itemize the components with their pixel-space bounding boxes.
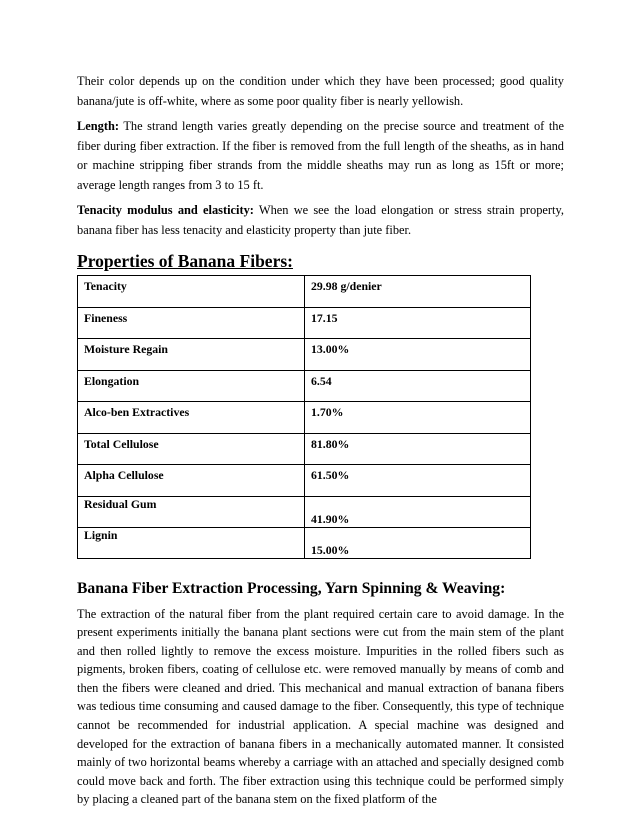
table-row	[78, 433, 531, 465]
table-row	[78, 339, 531, 371]
property-value: 61.50%	[305, 465, 531, 497]
property-name: Total Cellulose	[78, 433, 305, 465]
property-value: 17.15	[305, 307, 531, 339]
property-name: Elongation	[78, 370, 305, 402]
property-value: 41.90%	[311, 511, 350, 526]
length-paragraph	[77, 117, 564, 195]
table-row	[78, 527, 531, 558]
table-row	[78, 402, 531, 434]
property-value-cell	[305, 527, 531, 558]
properties-heading: Properties of Banana Fibers:	[77, 251, 293, 271]
property-name: Lignin	[78, 527, 305, 558]
length-label: Length:	[77, 119, 119, 133]
table-row	[78, 465, 531, 497]
table-row	[78, 307, 531, 339]
extraction-heading: Banana Fiber Extraction Processing, Yarn Spinning & Weaving:	[77, 579, 506, 597]
property-name: Tenacity	[78, 276, 305, 308]
table-row	[78, 370, 531, 402]
document-page	[77, 72, 564, 809]
tenacity-text: When we see the load elongation or stress strain property, banana fiber has less tenacity and elasticity property than jute fiber.	[77, 203, 564, 237]
property-name: Residual Gum	[78, 496, 305, 527]
property-value: 29.98 g/denier	[305, 276, 531, 308]
tenacity-label: Tenacity modulus and elasticity:	[77, 203, 254, 217]
length-text: The strand length varies greatly depending on the precise source and treatment of the fiber during fiber extraction. If the fiber is removed from the full length of the sheaths, as in hand or machine stripping fiber strands from the middle sheaths may run as long as 15ft or more; average length ranges from 3 to 15 ft.	[77, 119, 564, 192]
property-name: Fineness	[78, 307, 305, 339]
property-value: 1.70%	[305, 402, 531, 434]
property-value: 81.80%	[305, 433, 531, 465]
tenacity-paragraph	[77, 201, 564, 240]
properties-table	[77, 275, 531, 559]
property-value: 13.00%	[305, 339, 531, 371]
property-name: Alco-ben Extractives	[78, 402, 305, 434]
table-row	[78, 276, 531, 308]
extraction-paragraph: The extraction of the natural fiber from the plant required certain care to avoid damage. In the present experiments initially the banana plant sections were cut from the main stem of the plant and then rolled lightly to remove the excess moisture. Impurities in the rolled fibers such as pigments, broken fibers, coating of cellulose etc. were removed manually by means of comb and then the fibers were cleaned and dried. This mechanical and manual extraction of banana fibers was tedious time consuming and caused damage to the fiber. Consequently, this type of technique cannot be recommended for industrial application. A special machine was designed and developed for the extraction of banana fibers in a mechanically automated manner. It consisted mainly of two horizontal beams whereby a carriage with an attached and specially designed comb could move back and forth. The fiber extraction using this technique could be performed simply by placing a cleaned part of the banana stem on the fixed platform of the	[77, 606, 564, 807]
property-value: 15.00%	[311, 542, 350, 557]
table-row	[78, 496, 531, 527]
property-value-cell	[305, 496, 531, 527]
property-name: Alpha Cellulose	[78, 465, 305, 497]
property-value: 6.54	[305, 370, 531, 402]
property-name: Moisture Regain	[78, 339, 305, 371]
intro-paragraph: Their color depends up on the condition under which they have been processed; good quality banana/jute is off-white, where as some poor quality fiber is nearly yellowish.	[77, 74, 564, 108]
